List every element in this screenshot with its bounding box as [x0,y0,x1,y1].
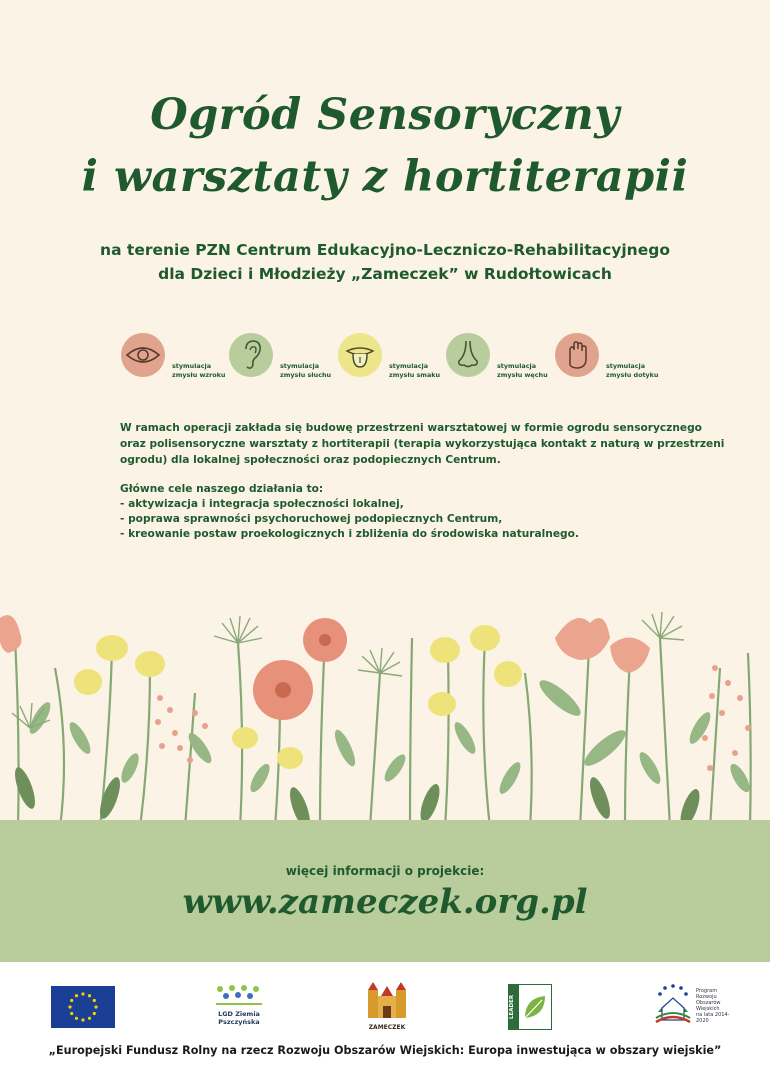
eu-flag-logo [51,986,115,1028]
description-line-2: oraz polisensoryczne warsztaty z hortiterapii (terapia wykorzystująca kontakt z naturą w przestrzeni [120,438,725,450]
website-link[interactable]: www.zameczek.org.pl [182,882,588,922]
prow-line-1: Program [696,988,718,994]
eafrd-footer-note: „Europejski Fundusz Rolny na rzecz Rozwoju Obszarów Wiejskich: Europa inwestująca w obszary wiejskie” [48,1044,722,1057]
prow-line-3: Obszarów [696,1000,721,1006]
prow-line-5: na lata 2014-2020 [696,1012,730,1024]
subtitle-line-1: na terenie PZN Centrum Edukacyjno-Leczniczo-Rehabilitacyjnego [100,241,670,259]
sense-label-4a: stymulacja [497,362,537,370]
prow-line-2: Rozwoju [696,994,717,1000]
goals-heading: Główne cele naszego działania to: [120,483,324,495]
leaf-icon [522,993,548,1021]
description-line-3: ogrodu) dla lokalnej społeczności oraz podopiecznych Centrum. [120,454,501,466]
people-icon [210,984,268,1006]
sense-label-1b: zmysłu wzroku [172,371,226,379]
sense-label-5b: zmysłu dotyku [606,371,659,379]
leader-logo [508,984,552,1030]
sense-label-2b: zmysłu słuchu [280,371,332,379]
leader-label: LEADER [509,994,515,1020]
sense-label-1a: stymulacja [172,362,212,370]
tongue-icon [338,333,382,377]
prow-line-4: Wiejskich [696,1006,720,1012]
zameczek-logo [362,982,412,1032]
goal-item-1: - aktywizacja i integracja społeczności lokalnej, [120,498,404,510]
lgd-line-2: Pszczyńska [218,1018,260,1026]
sponsor-logos-bar [0,962,770,1089]
sense-label-3b: zmysłu smaku [389,371,441,379]
goal-item-2: - poprawa sprawności psychoruchowej podopiecznych Centrum, [120,513,503,525]
prow-emblem-icon [652,982,694,1026]
sense-label-2a: stymulacja [280,362,320,370]
eye-icon [121,333,165,377]
castle-icon [362,982,412,1020]
coral-daisy [253,618,347,720]
hand-icon [555,333,599,377]
senses-row [121,333,681,379]
more-info-label: więcej informacji o projekcie: [285,864,485,878]
sense-label-3a: stymulacja [389,362,429,370]
lgd-ziemia-pszczynska-logo [210,984,268,1034]
sense-label-4b: zmysłu węchu [497,371,548,379]
goal-item-3: - kreowanie postaw proekologicznych i zbliżenia do środowiska naturalnego. [120,528,579,540]
title-line-1: Ogród Sensoryczny [150,90,620,140]
sense-label-5a: stymulacja [606,362,646,370]
zameczek-label: ZAMECZEK [368,1024,406,1031]
lgd-line-1: LGD Ziemia [218,1010,260,1018]
subtitle-line-2: dla Dzieci i Młodzieży „Zameczek” w Rudołtowicach [158,265,612,283]
description-line-1: W ramach operacji zakłada się budowę przestrzeni warsztatowej w formie ogrodu sensorycznego [120,422,702,434]
nose-icon [446,333,490,377]
prow-2014-2020-logo [652,982,732,1032]
ear-icon [229,333,273,377]
title-line-2: i warsztaty z hortiterapii [81,152,689,202]
